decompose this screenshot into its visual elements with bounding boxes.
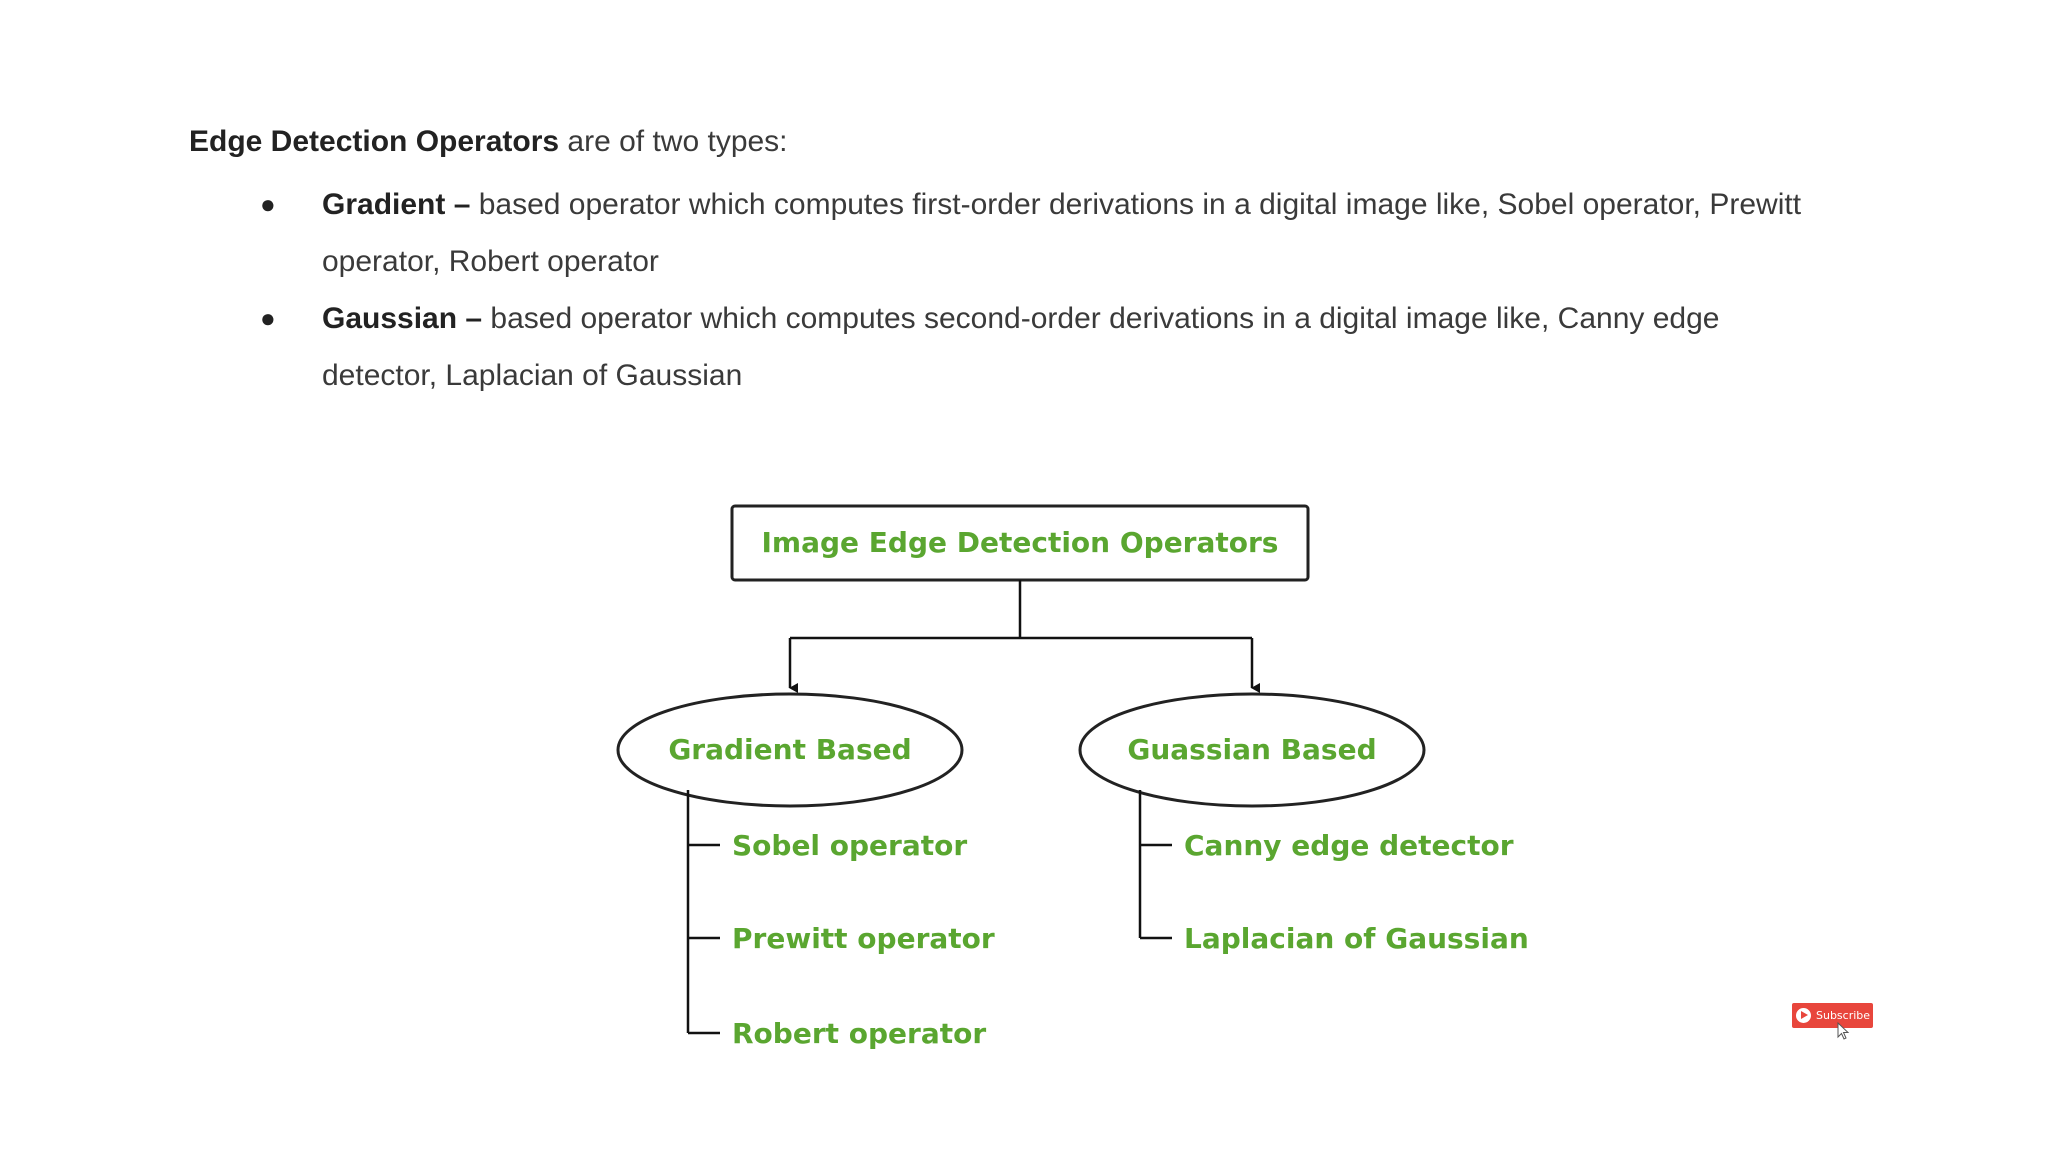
bullet-term: Gaussian – (322, 302, 483, 335)
subscribe-button[interactable] (1792, 1003, 1873, 1028)
bullet-dot-icon: ● (260, 303, 276, 333)
laplacian-of-gaussian-label: Laplacian of Gaussian (1184, 922, 1529, 955)
root-connector (790, 580, 1252, 638)
subscribe-label: Subscribe (1816, 1009, 1871, 1022)
bullet-term: Gradient – (322, 188, 471, 221)
mouse-cursor-icon (1837, 1022, 1851, 1042)
sobel-operator-label: Sobel operator (732, 829, 968, 862)
bullet-text: based operator which computes second-order derivations in a digital image like, Canny edge detector, Laplacian of Gaussian (322, 302, 1720, 392)
intro-bold: Edge Detection Operators (189, 125, 560, 158)
gradient-children-tree-lines (688, 790, 720, 1033)
intro-rest: are of two types: (559, 125, 788, 158)
bullet-text: based operator which computes first-order derivations in a digital image like, Sobel operator, Prewitt operator, Robert operator (322, 188, 1802, 278)
gaussian-based-label: Guassian Based (1127, 733, 1377, 766)
gradient-based-label: Gradient Based (668, 733, 912, 766)
robert-operator-label: Robert operator (732, 1017, 987, 1050)
prewitt-operator-label: Prewitt operator (732, 922, 995, 955)
bullet-dot-icon: ● (260, 189, 276, 219)
youtube-play-icon (1796, 1008, 1811, 1023)
gaussian-children-tree-lines (1140, 790, 1172, 938)
canny-edge-detector-label: Canny edge detector (1184, 829, 1514, 862)
root-node-label: Image Edge Detection Operators (761, 526, 1279, 559)
